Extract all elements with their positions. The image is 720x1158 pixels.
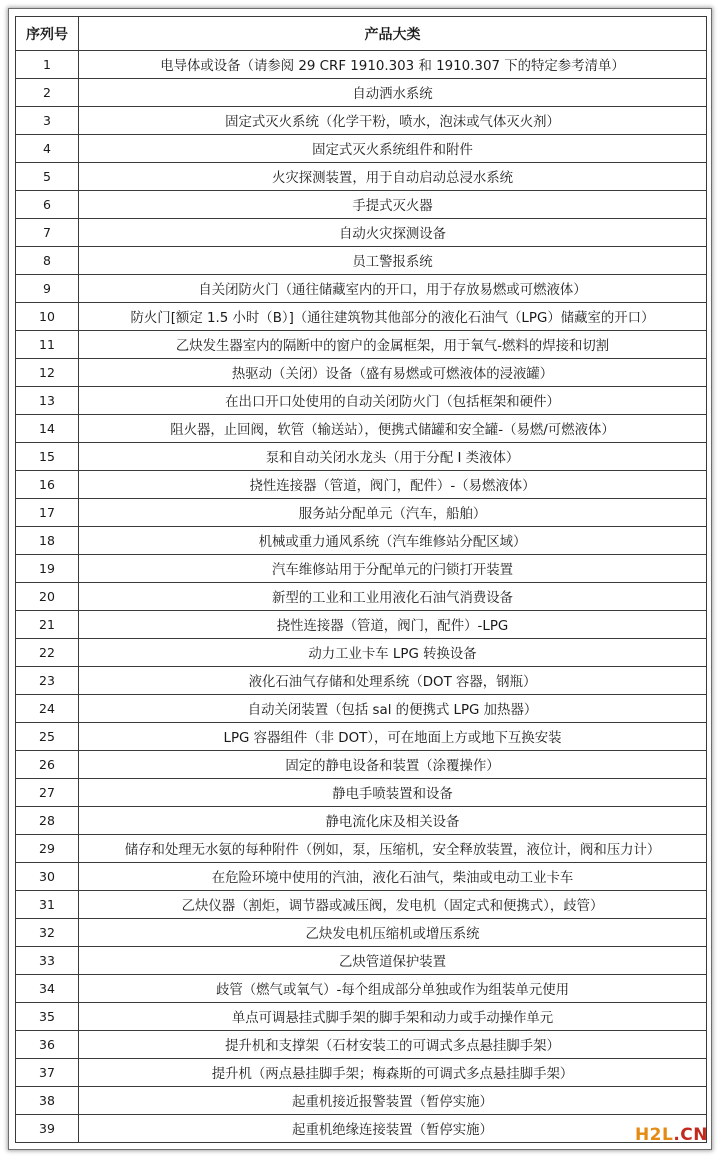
serial-number-cell: 19 — [16, 555, 79, 583]
serial-number-cell: 26 — [16, 751, 79, 779]
product-category-cell: 液化石油气存储和处理系统（DOT 容器，钢瓶） — [79, 667, 707, 695]
table-row — [16, 947, 707, 975]
serial-number-cell: 20 — [16, 583, 79, 611]
product-category-cell: 歧管（燃气或氧气）-每个组成部分单独或作为组装单元使用 — [79, 975, 707, 1003]
table-row — [16, 51, 707, 79]
table-row — [16, 191, 707, 219]
serial-number-cell: 22 — [16, 639, 79, 667]
serial-number-cell: 5 — [16, 163, 79, 191]
table-row — [16, 1087, 707, 1115]
table-row — [16, 527, 707, 555]
product-category-cell: 自动洒水系统 — [79, 79, 707, 107]
product-category-cell: 新型的工业和工业用液化石油气消费设备 — [79, 583, 707, 611]
product-category-cell: 静电手喷装置和设备 — [79, 779, 707, 807]
watermark-h2l: H2L — [634, 1125, 674, 1145]
table-row — [16, 1059, 707, 1087]
table-row — [16, 359, 707, 387]
header-serial-number: 序列号 — [16, 17, 79, 51]
table-row — [16, 303, 707, 331]
table-row — [16, 975, 707, 1003]
product-category-cell: 固定式灭火系统组件和附件 — [79, 135, 707, 163]
serial-number-cell: 33 — [16, 947, 79, 975]
product-category-cell: 起重机接近报警装置（暂停实施） — [79, 1087, 707, 1115]
serial-number-cell: 31 — [16, 891, 79, 919]
serial-number-cell: 12 — [16, 359, 79, 387]
product-category-cell: 在危险环境中使用的汽油，液化石油气，柴油或电动工业卡车 — [79, 863, 707, 891]
serial-number-cell: 3 — [16, 107, 79, 135]
table-row — [16, 219, 707, 247]
product-category-cell: 热驱动（关闭）设备（盛有易燃或可燃液体的浸液罐） — [79, 359, 707, 387]
serial-number-cell: 18 — [16, 527, 79, 555]
serial-number-cell: 1 — [16, 51, 79, 79]
product-category-table — [15, 16, 707, 1143]
product-category-cell: 储存和处理无水氨的每种附件（例如，泵，压缩机，安全释放装置，液位计，阀和压力计） — [79, 835, 707, 863]
serial-number-cell: 2 — [16, 79, 79, 107]
product-category-cell: 电导体或设备（请参阅 29 CRF 1910.303 和 1910.307 下的特定参考清单） — [79, 51, 707, 79]
serial-number-cell: 7 — [16, 219, 79, 247]
product-category-cell: 挠性连接器（管道，阀门，配件）-LPG — [79, 611, 707, 639]
product-category-cell: 单点可调悬挂式脚手架的脚手架和动力或手动操作单元 — [79, 1003, 707, 1031]
serial-number-cell: 11 — [16, 331, 79, 359]
table-row — [16, 135, 707, 163]
serial-number-cell: 24 — [16, 695, 79, 723]
table-row — [16, 891, 707, 919]
product-category-cell: 员工警报系统 — [79, 247, 707, 275]
product-category-cell: 乙炔仪器（割炬，调节器或减压阀，发电机（固定式和便携式），歧管） — [79, 891, 707, 919]
product-category-cell: 提升机（两点悬挂脚手架；梅森斯的可调式多点悬挂脚手架） — [79, 1059, 707, 1087]
serial-number-cell: 6 — [16, 191, 79, 219]
product-category-cell: 动力工业卡车 LPG 转换设备 — [79, 639, 707, 667]
product-category-cell: 服务站分配单元（汽车，船舶） — [79, 499, 707, 527]
serial-number-cell: 30 — [16, 863, 79, 891]
product-category-cell: 提升机和支撑架（石材安装工的可调式多点悬挂脚手架） — [79, 1031, 707, 1059]
serial-number-cell: 27 — [16, 779, 79, 807]
product-category-cell: 阻火器，止回阀，软管（输送站），便携式储罐和安全罐-（易燃/可燃液体） — [79, 415, 707, 443]
serial-number-cell: 9 — [16, 275, 79, 303]
table-row — [16, 863, 707, 891]
product-category-cell: LPG 容器组件（非 DOT），可在地面上方或地下互换安装 — [79, 723, 707, 751]
product-category-cell: 固定的静电设备和装置（涂覆操作） — [79, 751, 707, 779]
product-category-cell: 乙炔发电机压缩机或增压系统 — [79, 919, 707, 947]
table-row — [16, 331, 707, 359]
table-row — [16, 107, 707, 135]
product-category-cell: 静电流化床及相关设备 — [79, 807, 707, 835]
table-row — [16, 499, 707, 527]
serial-number-cell: 32 — [16, 919, 79, 947]
product-category-cell: 挠性连接器（管道，阀门，配件）-（易燃液体） — [79, 471, 707, 499]
table-row — [16, 583, 707, 611]
table-row — [16, 471, 707, 499]
table-row — [16, 387, 707, 415]
product-category-cell: 自动火灾探测设备 — [79, 219, 707, 247]
table-row — [16, 415, 707, 443]
table-row — [16, 1003, 707, 1031]
product-category-cell: 起重机绝缘连接装置（暂停实施） — [79, 1115, 707, 1143]
table-row — [16, 667, 707, 695]
table-row — [16, 807, 707, 835]
serial-number-cell: 34 — [16, 975, 79, 1003]
table-row — [16, 247, 707, 275]
serial-number-cell: 36 — [16, 1031, 79, 1059]
product-category-cell: 在出口开口处使用的自动关闭防火门（包括框架和硬件） — [79, 387, 707, 415]
table-body — [16, 51, 707, 1143]
table-row — [16, 79, 707, 107]
product-category-cell: 乙炔发生器室内的隔断中的窗户的金属框架，用于氧气-燃料的焊接和切割 — [79, 331, 707, 359]
product-category-cell: 固定式灭火系统（化学干粉，喷水，泡沫或气体灭火剂） — [79, 107, 707, 135]
product-category-cell: 乙炔管道保护装置 — [79, 947, 707, 975]
serial-number-cell: 39 — [16, 1115, 79, 1143]
table-header-row — [16, 17, 707, 51]
table-row — [16, 695, 707, 723]
table-row — [16, 779, 707, 807]
serial-number-cell: 37 — [16, 1059, 79, 1087]
site-watermark-logo — [635, 1127, 708, 1144]
table-row — [16, 1031, 707, 1059]
product-category-cell: 泵和自动关闭水龙头（用于分配 I 类液体） — [79, 443, 707, 471]
table-row — [16, 751, 707, 779]
table-row — [16, 611, 707, 639]
watermark-cn: .CN — [673, 1125, 708, 1145]
serial-number-cell: 10 — [16, 303, 79, 331]
serial-number-cell: 28 — [16, 807, 79, 835]
serial-number-cell: 8 — [16, 247, 79, 275]
table-row — [16, 639, 707, 667]
table-row — [16, 919, 707, 947]
serial-number-cell: 17 — [16, 499, 79, 527]
serial-number-cell: 21 — [16, 611, 79, 639]
table-row — [16, 1115, 707, 1143]
serial-number-cell: 4 — [16, 135, 79, 163]
product-category-cell: 手提式灭火器 — [79, 191, 707, 219]
serial-number-cell: 29 — [16, 835, 79, 863]
serial-number-cell: 16 — [16, 471, 79, 499]
serial-number-cell: 23 — [16, 667, 79, 695]
product-category-cell: 自动关闭装置（包括 sal 的便携式 LPG 加热器） — [79, 695, 707, 723]
product-category-cell: 防火门[额定 1.5 小时（B）]（通往建筑物其他部分的液化石油气（LPG）储藏室的开口） — [79, 303, 707, 331]
table-row — [16, 163, 707, 191]
product-category-cell: 汽车维修站用于分配单元的闩锁打开装置 — [79, 555, 707, 583]
serial-number-cell: 35 — [16, 1003, 79, 1031]
table-row — [16, 443, 707, 471]
table-row — [16, 835, 707, 863]
table-row — [16, 555, 707, 583]
product-category-cell: 机械或重力通风系统（汽车维修站分配区域） — [79, 527, 707, 555]
product-category-cell: 火灾探测装置，用于自动启动总浸水系统 — [79, 163, 707, 191]
serial-number-cell: 14 — [16, 415, 79, 443]
product-category-cell: 自关闭防火门（通往储藏室内的开口，用于存放易燃或可燃液体） — [79, 275, 707, 303]
table-row — [16, 275, 707, 303]
serial-number-cell: 15 — [16, 443, 79, 471]
serial-number-cell: 13 — [16, 387, 79, 415]
table-row — [16, 723, 707, 751]
header-product-category: 产品大类 — [79, 17, 707, 51]
serial-number-cell: 25 — [16, 723, 79, 751]
serial-number-cell: 38 — [16, 1087, 79, 1115]
